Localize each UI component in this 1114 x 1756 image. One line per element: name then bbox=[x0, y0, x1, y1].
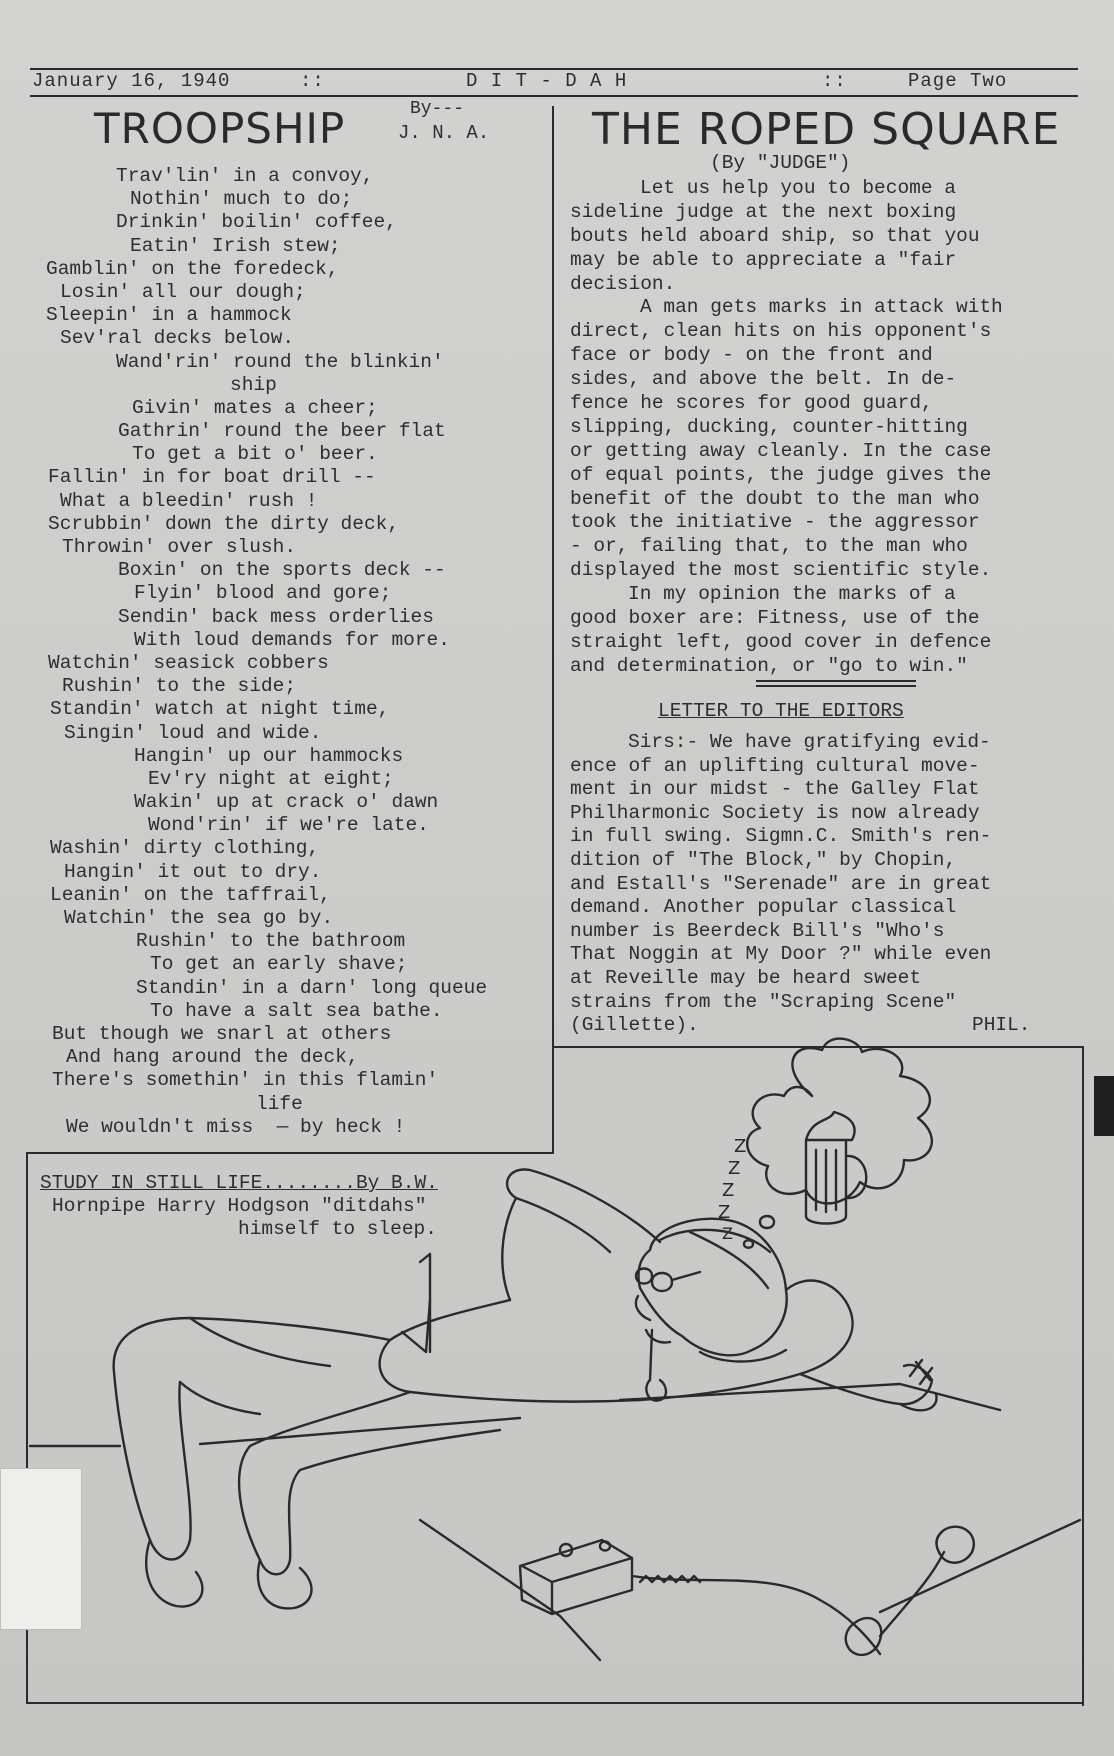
boxing-article-line: sides, and above the belt. In de- bbox=[570, 368, 957, 391]
boxing-article-line: A man gets marks in attack with bbox=[640, 296, 1003, 319]
boxing-article-line: took the initiative - the aggressor bbox=[570, 511, 980, 534]
boxing-article-line: Let us help you to become a bbox=[640, 177, 956, 199]
header-separator-left: :: bbox=[300, 70, 325, 92]
boxing-article-line: and determination, or "go to win." bbox=[570, 654, 968, 677]
letter-line: and Estall's "Serenade" are in great bbox=[570, 872, 992, 895]
poem-line: Standin' watch at night time, bbox=[50, 698, 390, 721]
letter-line: Sirs:- We have gratifying evid- bbox=[628, 731, 991, 753]
poem-line: Sendin' back mess orderlies bbox=[118, 605, 434, 628]
letter-line: at Reveille may be heard sweet bbox=[570, 966, 922, 989]
sailor-torso bbox=[380, 1281, 853, 1402]
header-page-number: Page Two bbox=[908, 70, 1008, 92]
letter-line: (Gillette). bbox=[570, 1014, 699, 1037]
poem-line: Hangin' it out to dry. bbox=[64, 860, 322, 883]
poem-line: Nothin' much to do; bbox=[130, 188, 353, 211]
poem-line: Rushin' to the side; bbox=[62, 675, 297, 698]
poem-title: TROOPSHIP bbox=[94, 104, 346, 153]
poem-line: What a bleedin' rush ! bbox=[60, 489, 318, 512]
poem-line: Flyin' blood and gore; bbox=[134, 582, 392, 605]
boxing-article-line: face or body - on the front and bbox=[570, 344, 933, 367]
poem-line: Leanin' on the taffrail, bbox=[50, 883, 331, 906]
boxing-article-line: may be able to appreciate a "fair bbox=[570, 248, 957, 271]
poem-line: Ev'ry night at eight; bbox=[148, 767, 394, 790]
boxing-article-line: slipping, ducking, counter-hitting bbox=[570, 415, 968, 438]
poem-line: To get a bit o' beer. bbox=[132, 443, 378, 466]
poem-byline-author: J. N. A. bbox=[398, 122, 490, 144]
deck-floor-line bbox=[420, 1520, 1080, 1660]
cartoon-title: STUDY IN STILL LIFE........By B.W. bbox=[40, 1172, 438, 1194]
poem-line: With loud demands for more. bbox=[134, 628, 450, 651]
headphone-wire bbox=[632, 1576, 880, 1654]
letter-line: ment in our midst - the Galley Flat bbox=[570, 778, 980, 801]
letter-signature: PHIL. bbox=[972, 1014, 1031, 1036]
poem-line: Losin' all our dough; bbox=[60, 280, 306, 303]
poem-byline-by: By--- bbox=[410, 99, 465, 119]
letter-title: LETTER TO THE EDITORS bbox=[658, 700, 904, 722]
snore-z-3: Z bbox=[722, 1180, 736, 1201]
letter-line: strains from the "Scraping Scene" bbox=[570, 990, 957, 1013]
boxing-article-line: fence he scores for good guard, bbox=[570, 392, 933, 415]
glasses-icon bbox=[636, 1269, 700, 1292]
poem-line: ship bbox=[230, 373, 277, 396]
poem-line: Watchin' seasick cobbers bbox=[48, 651, 329, 674]
poem-line: Washin' dirty clothing, bbox=[50, 837, 320, 860]
poem-line: And hang around the deck, bbox=[66, 1046, 359, 1069]
poem-line: Wond'rin' if we're late. bbox=[148, 814, 429, 837]
snore-z-2: Z bbox=[728, 1158, 742, 1179]
letter-line: number is Beerdeck Bill's "Who's bbox=[570, 919, 945, 942]
boxing-article-byline: (By "JUDGE") bbox=[710, 152, 851, 174]
poem-line: Drinkin' boilin' coffee, bbox=[116, 211, 397, 234]
boxing-article-title: THE ROPED SQUARE bbox=[592, 104, 1061, 155]
poem-line: Hangin' up our hammocks bbox=[134, 744, 404, 767]
snore-z-1: Z bbox=[734, 1136, 748, 1157]
morse-key-icon bbox=[520, 1540, 632, 1614]
masthead: D I T - D A H bbox=[466, 70, 628, 92]
poem-line: Sleepin' in a hammock bbox=[46, 304, 292, 327]
header-date: January 16, 1940 bbox=[32, 70, 231, 92]
boxing-article-line: In my opinion the marks of a bbox=[628, 583, 956, 606]
boxing-article-line: direct, clean hits on his opponent's bbox=[570, 320, 992, 343]
page-edge-shadow bbox=[1094, 1076, 1114, 1136]
poem-line: Fallin' in for boat drill -- bbox=[48, 466, 376, 489]
snore-z-5: Z bbox=[722, 1224, 734, 1243]
poem-line: There's somethin' in this flamin' bbox=[52, 1069, 439, 1092]
poem-line: Sev'ral decks below. bbox=[60, 327, 295, 350]
thought-cloud bbox=[747, 1039, 932, 1204]
letter-line: ence of an uplifting cultural move- bbox=[570, 754, 980, 777]
poem-line: But though we snarl at others bbox=[52, 1022, 392, 1045]
boxing-article-line: sideline judge at the next boxing bbox=[570, 200, 957, 223]
beer-mug-icon bbox=[806, 1112, 866, 1224]
header-separator-right: :: bbox=[822, 70, 847, 92]
poem-line: Eatin' Irish stew; bbox=[130, 234, 341, 257]
boxing-article-line: benefit of the doubt to the man who bbox=[570, 487, 980, 510]
letter-line: in full swing. Sigmn.C. Smith's ren- bbox=[570, 825, 992, 848]
letter-line: demand. Another popular classical bbox=[570, 896, 957, 919]
poem-line: Givin' mates a cheer; bbox=[132, 396, 378, 419]
poem-line: Wakin' up at crack o' dawn bbox=[134, 791, 439, 814]
boxing-article-line: displayed the most scientific style. bbox=[570, 559, 992, 582]
poem-line: Watchin' the sea go by. bbox=[64, 907, 334, 929]
poem-line: Rushin' to the bathroom bbox=[136, 930, 406, 953]
letter-line: dition of "The Block," by Chopin, bbox=[570, 848, 957, 871]
poem-line: Singin' loud and wide. bbox=[64, 721, 322, 744]
binding-tab bbox=[0, 1468, 82, 1630]
poem-line: We wouldn't miss — by heck ! bbox=[66, 1115, 406, 1138]
poem-line: Trav'lin' in a convoy, bbox=[116, 165, 374, 187]
poem-line: To have a salt sea bathe. bbox=[150, 999, 443, 1022]
boxing-article-line: or getting away cleanly. In the case bbox=[570, 439, 992, 462]
snore-z-4: Z bbox=[718, 1202, 732, 1223]
poem-line: Throwin' over slush. bbox=[62, 536, 297, 558]
poem-line: To get an early shave; bbox=[150, 953, 408, 976]
poem-line: Standin' in a darn' long queue bbox=[136, 976, 488, 999]
boxing-article-line: of equal points, the judge gives the bbox=[570, 463, 992, 486]
poem-line: Boxin' on the sports deck -- bbox=[118, 559, 446, 582]
poem-line: life bbox=[256, 1092, 303, 1115]
cartoon-caption-line-2: himself to sleep. bbox=[238, 1218, 437, 1240]
boxing-article-line: decision. bbox=[570, 272, 676, 295]
letter-line: Philharmonic Society is now already bbox=[570, 801, 980, 824]
poem-line: Gamblin' on the foredeck, bbox=[46, 257, 339, 280]
sailor-foot bbox=[146, 1540, 311, 1608]
poem-line: Gathrin' round the beer flat bbox=[118, 420, 446, 443]
boxing-article-line: straight left, good cover in defence bbox=[570, 630, 992, 653]
boxing-article-line: - or, failing that, to the man who bbox=[570, 535, 968, 558]
boxing-article-line: good boxer are: Fitness, use of the bbox=[570, 607, 980, 630]
letter-line: That Noggin at My Door ?" while even bbox=[570, 943, 992, 966]
cartoon-caption-line-1: Hornpipe Harry Hodgson "ditdahs" bbox=[52, 1195, 427, 1217]
deck-post-line bbox=[420, 1254, 430, 1352]
boxing-article-line: bouts held aboard ship, so that you bbox=[570, 224, 980, 247]
poem-line: Wand'rin' round the blinkin' bbox=[116, 350, 444, 373]
poem-line: Scrubbin' down the dirty deck, bbox=[48, 512, 400, 535]
sailor-leg-raised-inner bbox=[180, 1318, 330, 1414]
